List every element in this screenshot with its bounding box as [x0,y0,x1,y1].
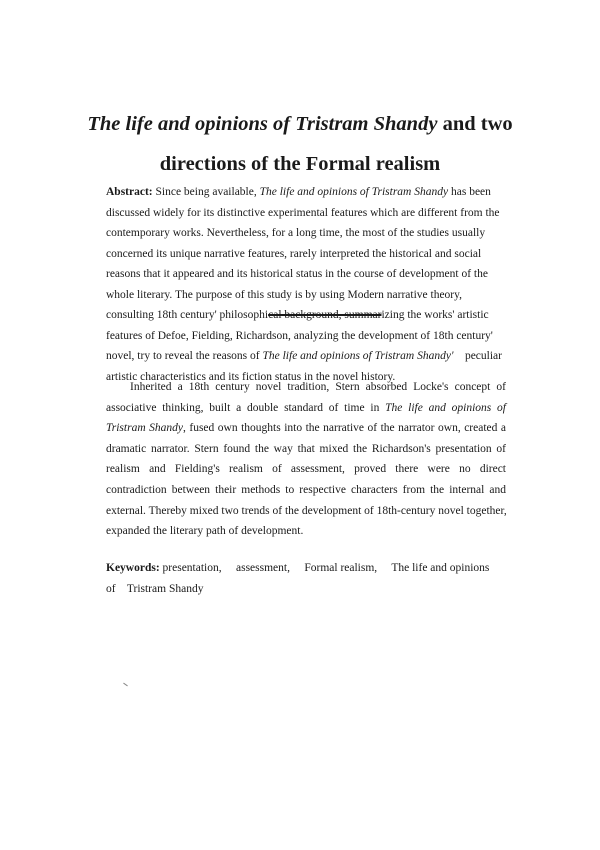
text-line [106,226,485,240]
book-title: The life and opinions of Tristram Shandy [87,113,438,135]
text-line [106,462,506,476]
text-line [106,401,506,415]
text-segment: directions of the Formal realism [159,153,441,175]
text-segment: contradiction between their methods to respective characters from the internal and [106,484,506,496]
text-segment: contemporary works. Nevertheless, for a long time, the most of the studies usually [106,227,486,239]
text-line [130,380,506,394]
text-line [106,288,462,302]
text-segment: whole literary. The purpose of this study is by using Modern narrative theory, [106,288,463,301]
text-line [106,185,491,199]
text-segment: presentation, assessment, Formal realism, The life and opinions [159,562,490,574]
text-segment: dramatic narrator. Stern found the way that mixed the Richardson's presentation of [106,442,506,455]
text-line [106,329,493,343]
text-segment: of Tristram Shandy [106,582,204,595]
text-segment: expanded the literary path of development. [106,525,304,538]
text-segment: consulting 18th century' philosophi [106,309,269,321]
book-title: The life and opinions of [385,401,507,414]
text-segment: discussed widely for its distinctive experimental features which are different from the [106,206,500,219]
text-line [106,483,506,497]
title-line-2 [0,152,600,176]
text-line [106,349,502,363]
text-segment: izing the works' artistic [381,309,489,321]
text-segment: realism and Fielding's realism of assessment, proved there were no direct [106,463,506,476]
text-line [106,561,489,575]
label: Abstract: [106,186,153,198]
text-line [106,524,303,538]
text-line [106,504,507,518]
text-line [106,206,500,220]
text-line [106,308,489,322]
text-segment: reasons that it appeared and its historical status in the course of development of the [106,268,488,280]
text-segment: novel, try to reveal the reasons of [106,350,263,362]
text-segment: , fused own thoughts into the narrative of the narrator own, created a [183,422,506,435]
book-title: Tristram Shandy [106,422,183,435]
text-line [106,247,481,261]
text-line [106,267,488,281]
text-segment: external. Thereby mixed two trends of the development of 18th-century novel together, [106,504,507,517]
text-line [106,421,506,435]
text-segment: cal background, summar [268,309,382,321]
text-segment: peculiar [453,350,502,362]
text-segment: Inherited a 18th century novel tradition, Stern absorbed Locke's concept of [130,381,506,393]
text-segment: associative thinking, built a double standard of time in [106,401,386,414]
book-title: The life and opinions of Tristram Shandy [259,186,449,198]
text-line [106,582,203,596]
book-title: The life and opinions of Tristram Shandy' [262,350,454,362]
title-line-1 [0,112,600,136]
text-segment: has been [448,186,491,198]
text-segment: artistic characteristics and its fiction status in the novel history. [106,370,396,383]
scan-mark [123,683,128,687]
label: Keywords: [106,562,160,574]
text-segment: and two [437,113,513,135]
text-line [106,442,506,456]
text-segment: concerned its unique narrative features, rarely interpreted the historical and social [106,247,482,260]
text-segment: features of Defoe, Fielding, Richardson, analyzing the development of 18th century' [106,329,493,342]
text-segment: Since being available, [152,186,260,198]
